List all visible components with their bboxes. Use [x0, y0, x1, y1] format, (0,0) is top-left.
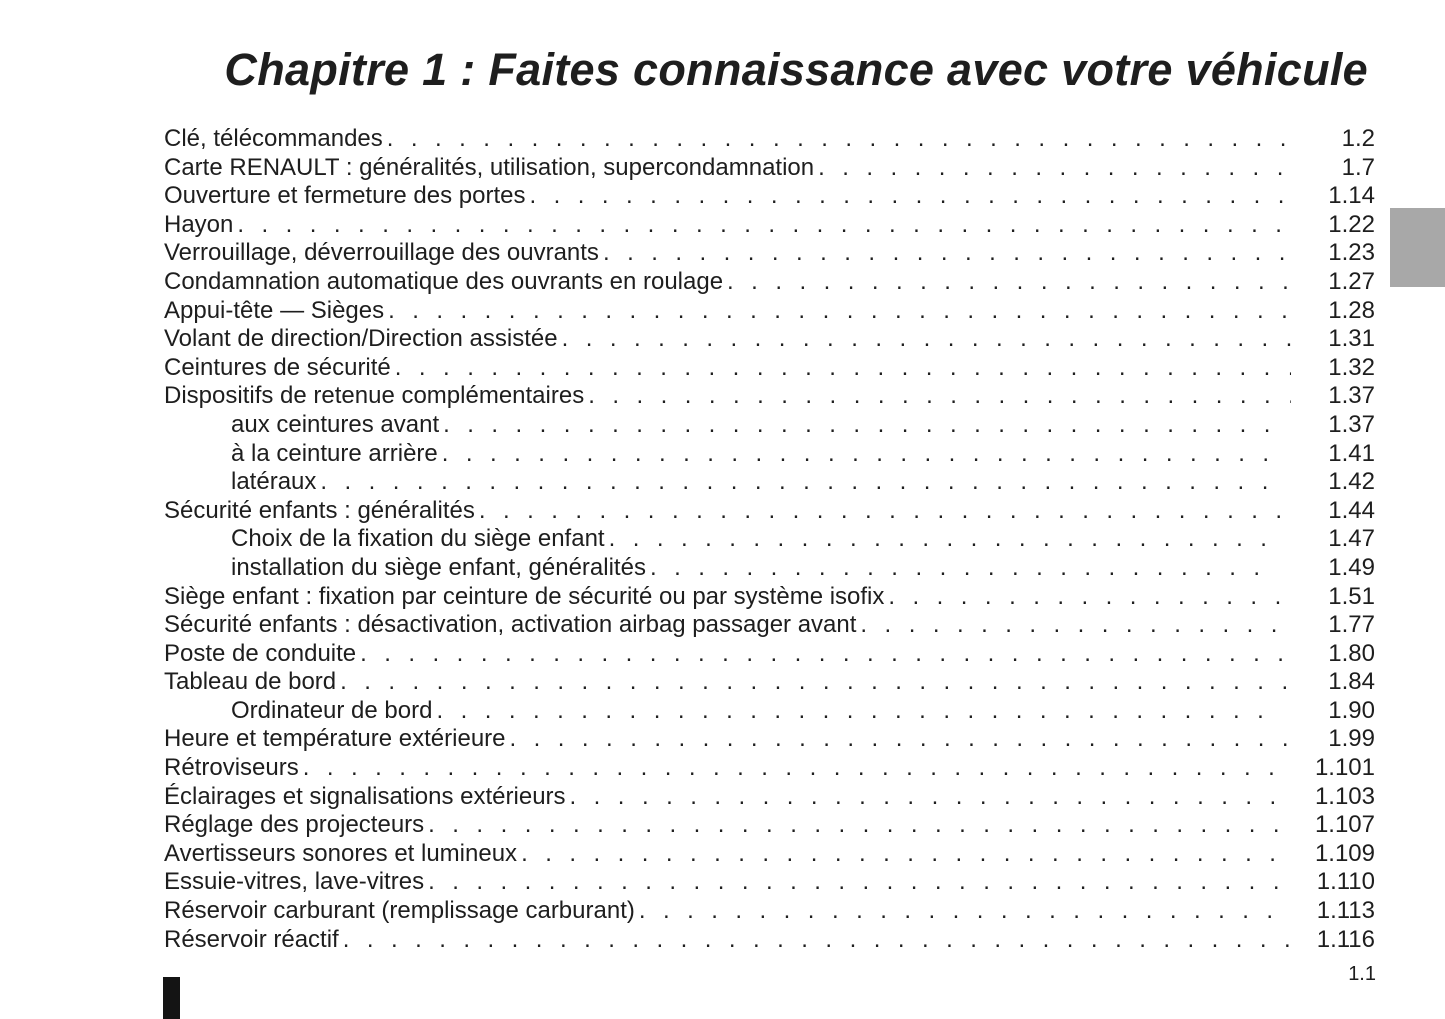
toc-entry-label: Condamnation automatique des ouvrants en roulage	[164, 267, 724, 295]
toc-entry[interactable]	[164, 811, 1375, 840]
toc-entry-page: 1.47	[1328, 525, 1375, 553]
toc-entry-label: Essuie-vitres, lave-vitres	[164, 868, 425, 896]
toc-leader-dots	[723, 268, 1291, 297]
toc-leader-dots	[391, 354, 1291, 383]
toc-entry-label: Sécurité enfants : généralités	[164, 496, 475, 524]
toc-entry[interactable]	[164, 211, 1375, 240]
toc-entry[interactable]	[164, 297, 1375, 326]
toc-entry-page: 1.109	[1314, 839, 1375, 867]
toc-subentry[interactable]	[164, 554, 1375, 583]
toc-entry-label: Ouverture et fermeture des portes	[164, 182, 526, 210]
toc-entry-page: 1.2	[1341, 125, 1375, 152]
toc-entry-page: 1.44	[1328, 496, 1375, 524]
toc-entry[interactable]	[164, 154, 1375, 183]
toc-leader-dots	[316, 468, 1277, 497]
toc-leader-dots	[599, 239, 1291, 268]
toc-subentry[interactable]	[164, 697, 1375, 726]
toc-entry-label: Ordinateur de bord	[231, 696, 433, 724]
toc-subentry[interactable]	[164, 468, 1375, 497]
toc-entry-label: Éclairages et signalisations extérieurs	[164, 782, 566, 810]
toc-entry-label: Ceintures de sécurité	[164, 353, 391, 381]
toc-leader-dots	[526, 182, 1292, 211]
toc-entry-page: 1.110	[1316, 868, 1375, 896]
toc-entry-page: 1.101	[1314, 754, 1375, 782]
toc-entry[interactable]	[164, 497, 1375, 526]
toc-entry-page: 1.113	[1316, 897, 1375, 925]
toc-entry[interactable]	[164, 354, 1375, 383]
toc-entry[interactable]	[164, 583, 1375, 612]
table-of-contents	[164, 125, 1375, 954]
toc-entry-page: 1.42	[1328, 468, 1375, 496]
toc-entry[interactable]	[164, 926, 1375, 955]
toc-leader-dots	[814, 154, 1291, 183]
toc-entry-label: Réglage des projecteurs	[164, 811, 425, 839]
toc-entry-page: 1.37	[1328, 410, 1375, 438]
toc-subentry[interactable]	[164, 440, 1375, 469]
toc-leader-dots	[356, 640, 1291, 669]
toc-entry-page: 1.7	[1341, 153, 1375, 181]
toc-entry-label: Siège enfant : fixation par ceinture de sécurité ou par système isofix	[164, 582, 885, 610]
toc-entry[interactable]	[164, 382, 1375, 411]
toc-entry[interactable]	[164, 239, 1375, 268]
toc-entry-label: Hayon	[164, 210, 234, 238]
toc-leader-dots	[384, 297, 1291, 326]
toc-entry-label: Verrouillage, déverrouillage des ouvrants	[164, 239, 599, 267]
toc-leader-dots	[299, 754, 1291, 783]
toc-entry-page: 1.22	[1328, 210, 1375, 238]
toc-leader-dots	[475, 497, 1291, 526]
toc-entry-page: 1.41	[1328, 439, 1375, 467]
toc-leader-dots	[383, 125, 1291, 154]
toc-entry-page: 1.84	[1328, 668, 1375, 696]
chapter-tab	[1390, 208, 1445, 287]
toc-entry-page: 1.28	[1328, 296, 1375, 324]
toc-leader-dots	[424, 811, 1291, 840]
toc-entry[interactable]	[164, 611, 1375, 640]
toc-leader-dots	[646, 554, 1277, 583]
toc-leader-dots	[506, 725, 1291, 754]
toc-entry-label: Heure et température extérieure	[164, 725, 506, 753]
toc-entry[interactable]	[164, 754, 1375, 783]
toc-entry-page: 1.27	[1328, 267, 1375, 295]
toc-leader-dots	[432, 697, 1277, 726]
toc-leader-dots	[517, 840, 1291, 869]
toc-entry[interactable]	[164, 840, 1375, 869]
page-number: 1.1	[1348, 963, 1376, 985]
toc-entry-label: Sécurité enfants : désactivation, activation airbag passager avant	[164, 611, 857, 639]
toc-entry-page: 1.90	[1328, 696, 1375, 724]
toc-entry-label: Appui-tête — Sièges	[164, 296, 385, 324]
toc-entry-page: 1.31	[1328, 325, 1375, 353]
toc-entry-label: Volant de direction/Direction assistée	[164, 325, 558, 353]
toc-entry-label: Avertisseurs sonores et lumineux	[164, 839, 518, 867]
toc-entry-label: Carte RENAULT : généralités, utilisation, supercondamnation	[164, 153, 815, 181]
toc-entry-label: latéraux	[231, 468, 317, 496]
toc-entry-page: 1.99	[1328, 725, 1375, 753]
toc-entry[interactable]	[164, 897, 1375, 926]
toc-entry-page: 1.32	[1328, 353, 1375, 381]
toc-entry-page: 1.14	[1328, 182, 1375, 210]
toc-entry-label: Dispositifs de retenue complémentaires	[164, 382, 585, 410]
toc-leader-dots	[584, 382, 1291, 411]
toc-entry[interactable]	[164, 125, 1375, 154]
toc-entry-label: Rétroviseurs	[164, 754, 299, 782]
toc-entry-label: Réservoir réactif	[164, 925, 339, 953]
toc-entry-label: Clé, télécommandes	[164, 125, 383, 152]
toc-leader-dots	[424, 868, 1291, 897]
toc-subentry[interactable]	[164, 411, 1375, 440]
toc-entry-label: Choix de la fixation du siège enfant	[231, 525, 605, 553]
toc-entry[interactable]	[164, 325, 1375, 354]
toc-leader-dots	[856, 611, 1291, 640]
toc-entry-label: aux ceintures avant	[231, 410, 440, 438]
toc-entry-label: à la ceinture arrière	[231, 439, 438, 467]
toc-subentry[interactable]	[164, 525, 1375, 554]
toc-entry-page: 1.23	[1328, 239, 1375, 267]
toc-entry-page: 1.80	[1328, 639, 1375, 667]
chapter-title: Chapitre 1 : Faites connaissance avec votre véhicule	[224, 44, 1368, 95]
toc-entry-label: installation du siège enfant, généralités	[231, 553, 646, 581]
toc-entry[interactable]	[164, 640, 1375, 669]
toc-leader-dots	[635, 897, 1291, 926]
toc-leader-dots	[605, 525, 1277, 554]
toc-entry-page: 1.77	[1328, 611, 1375, 639]
toc-leader-dots	[439, 411, 1277, 440]
toc-entry[interactable]	[164, 783, 1375, 812]
toc-entry-page: 1.49	[1328, 553, 1375, 581]
toc-entry-label: Poste de conduite	[164, 639, 357, 667]
toc-entry[interactable]	[164, 668, 1375, 697]
toc-entry-page: 1.116	[1316, 925, 1375, 953]
toc-entry-page: 1.51	[1328, 582, 1375, 610]
toc-entry[interactable]	[164, 868, 1375, 897]
toc-leader-dots	[566, 783, 1291, 812]
toc-leader-dots	[233, 211, 1291, 240]
toc-entry[interactable]	[164, 268, 1375, 297]
toc-entry[interactable]	[164, 725, 1375, 754]
toc-entry-page: 1.37	[1328, 382, 1375, 410]
toc-leader-dots	[438, 440, 1277, 469]
toc-leader-dots	[336, 668, 1291, 697]
toc-leader-dots	[558, 325, 1291, 354]
toc-entry-page: 1.103	[1314, 782, 1375, 810]
toc-leader-dots	[339, 926, 1291, 955]
toc-entry-page: 1.107	[1314, 811, 1375, 839]
page-edge-marker	[163, 977, 180, 1019]
toc-entry-label: Réservoir carburant (remplissage carburant)	[164, 897, 635, 925]
toc-leader-dots	[884, 583, 1291, 612]
toc-entry[interactable]	[164, 182, 1375, 211]
toc-entry-label: Tableau de bord	[164, 668, 337, 696]
